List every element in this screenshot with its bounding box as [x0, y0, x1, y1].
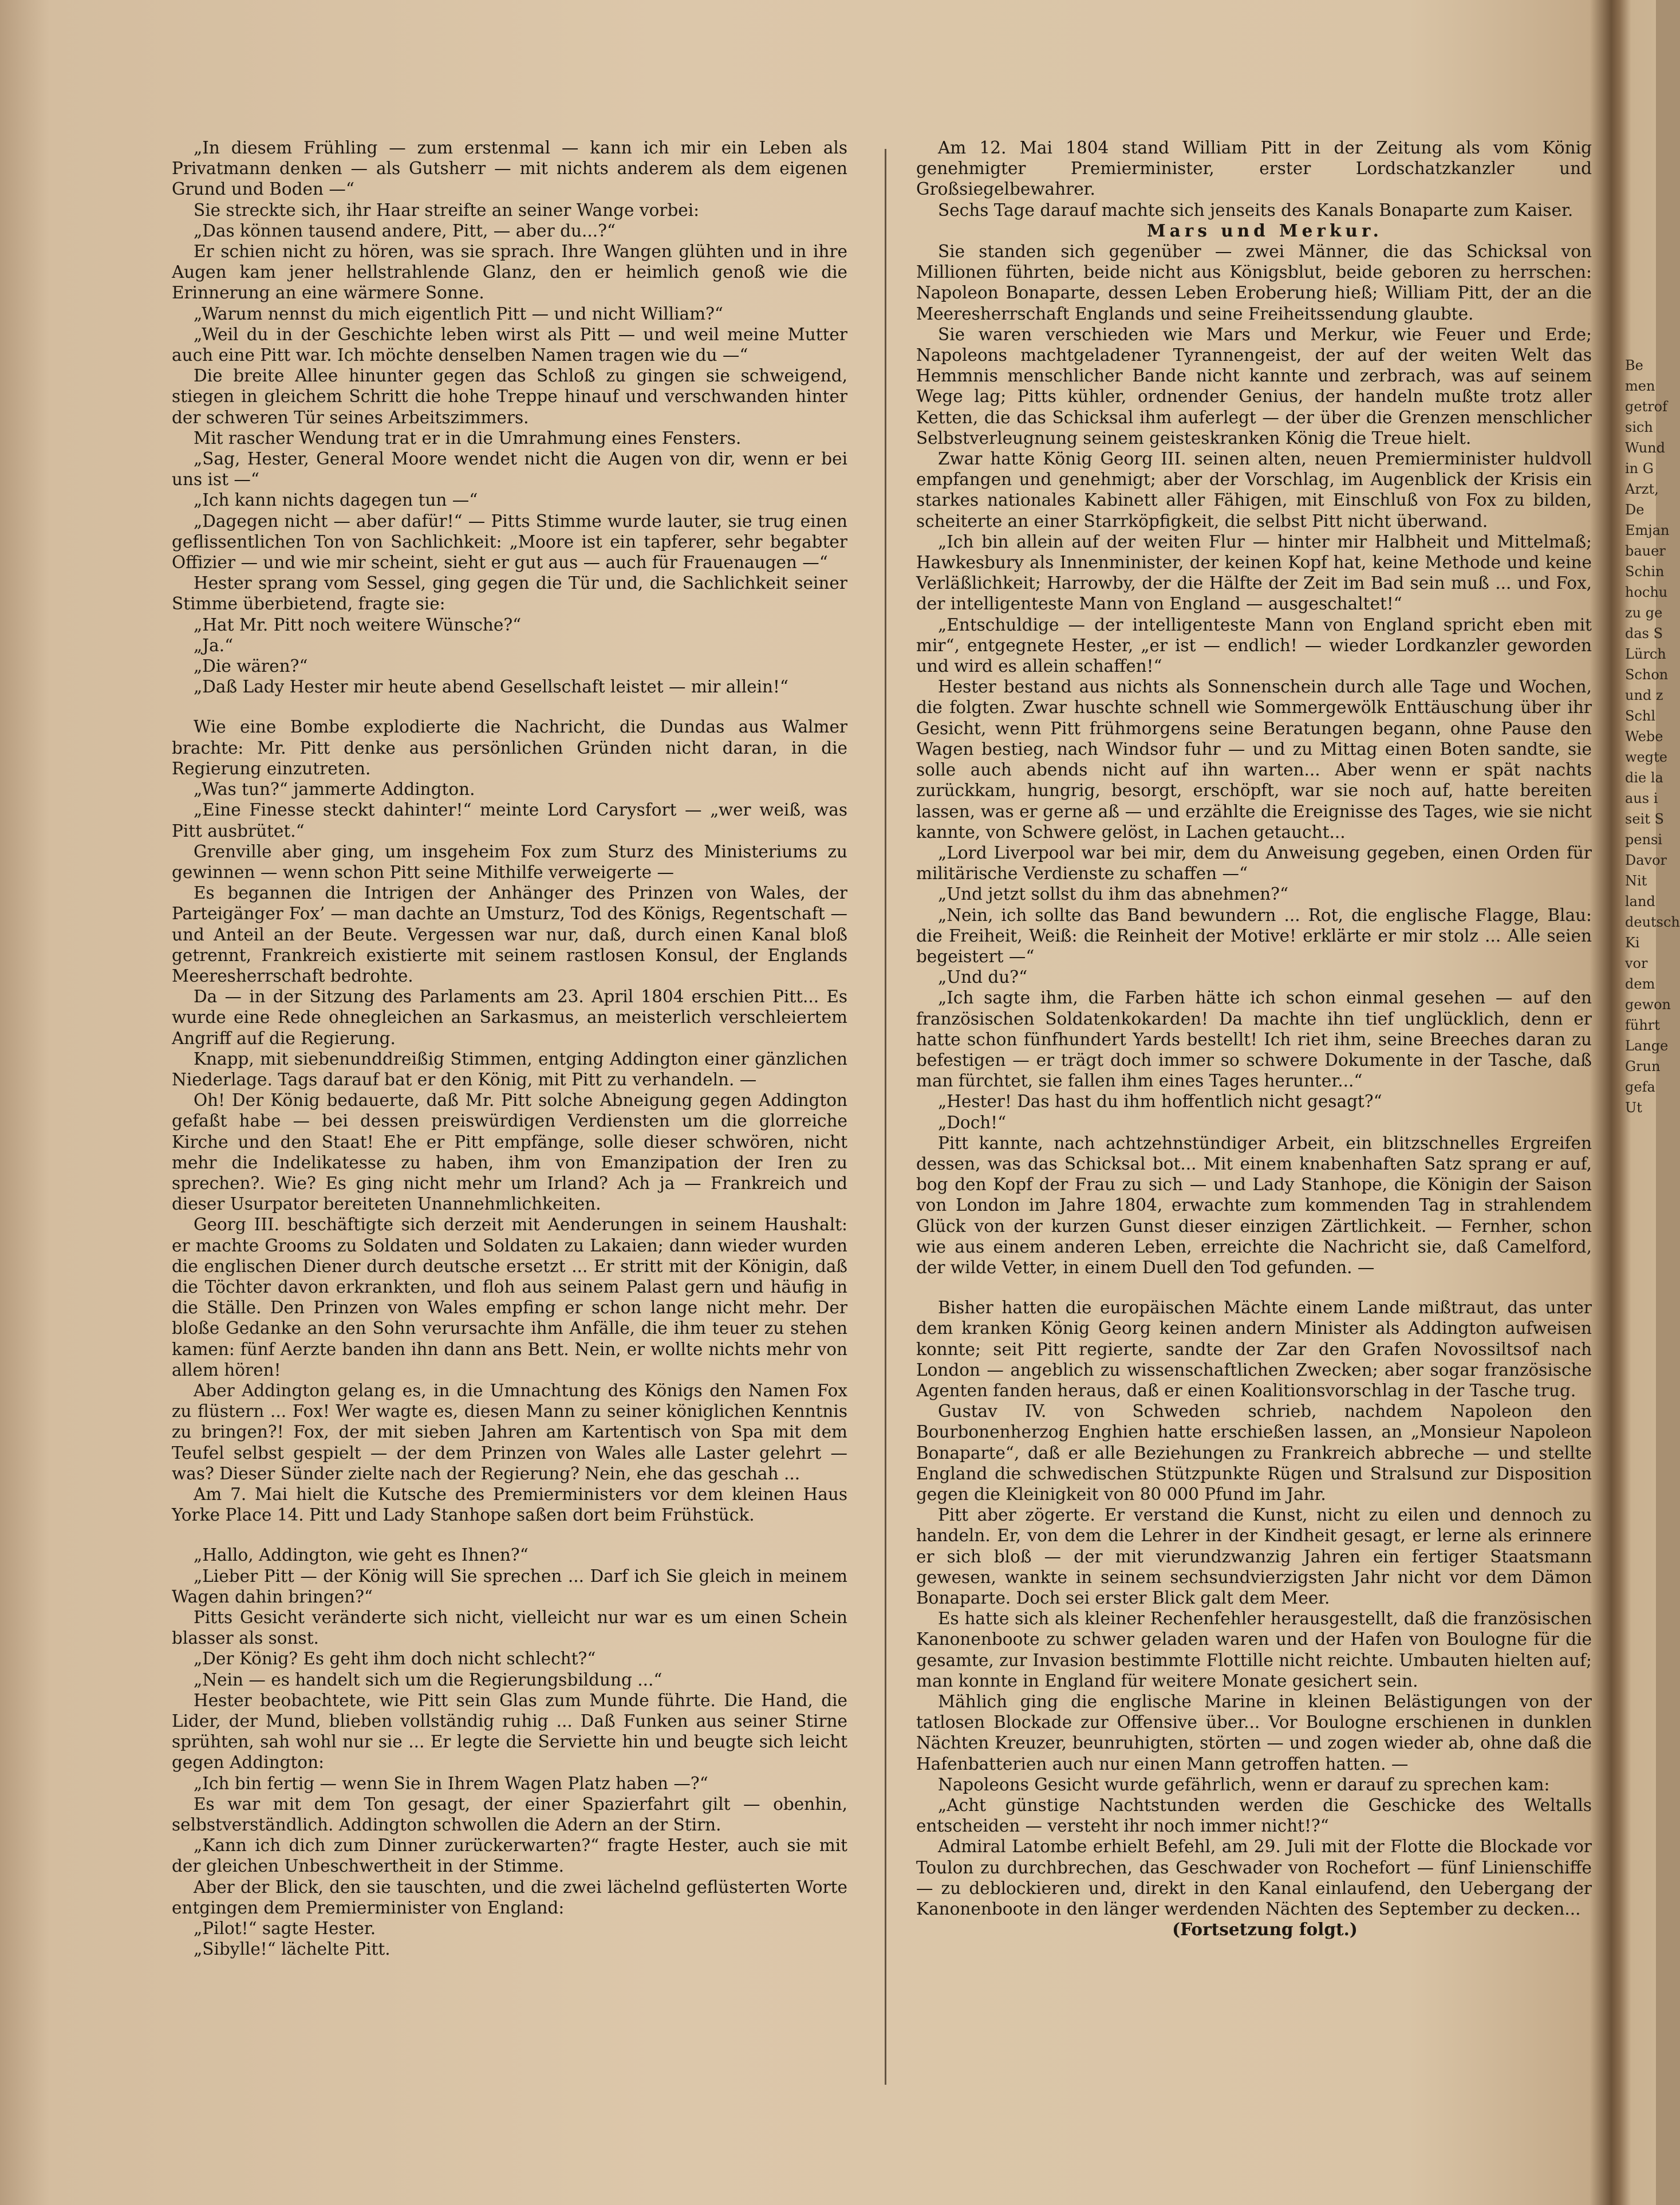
next-page-fragment: seit S: [1625, 811, 1664, 827]
paragraph: „Lieber Pitt — der König will Sie sprechen ... Darf ich Sie gleich in meinem Wagen dahin bringen?“: [172, 1566, 847, 1606]
column-divider: [885, 149, 886, 2085]
next-page-fragment: Wund: [1625, 440, 1665, 456]
paragraph: „Daß Lady Hester mir heute abend Gesellschaft leistet — mir allein!“: [194, 677, 788, 697]
paragraph: Mit rascher Wendung trat er in die Umrahmung eines Fensters.: [194, 428, 742, 448]
paragraph: „Entschuldige — der intelligenteste Mann von England spricht eben mit mir“, entgegnete Hester, „er ist — endlich! — wieder Lordkanzler geworden und wird es allein schaffen!“: [916, 615, 1592, 676]
next-page-fragment: De: [1625, 502, 1644, 518]
paragraph: Oh! Der König bedauerte, daß Mr. Pitt solche Abneigung gegen Addington gefaßt habe — bei dessen preiswürdigen Verdiensten um die glorreiche Kirche und den Staat! Ehe er Pitt empfänge, solle dieser schwören, nicht mehr die Indelikatesse zu haben, ihm von Emanzipation der Iren zu sprechen?. Wie? Es ging nicht mehr um Irland? Ach ja — Frankreich und dieser Usurpator bereiteten Unannehmlichkeiten.: [172, 1090, 847, 1214]
paragraph: „Und jetzt sollst du ihm das abnehmen?“: [938, 884, 1289, 904]
next-page-fragment: wegte: [1625, 749, 1667, 765]
to-be-continued: (Fortsetzung folgt.): [1172, 1919, 1358, 1940]
paragraph: Am 7. Mai hielt die Kutsche des Premierministers vor dem kleinen Haus Yorke Place 14. Pitt und Lady Stanhope saßen dort beim Frühstück.: [172, 1485, 847, 1525]
paragraph: Pitt kannte, nach achtzehnstündiger Arbeit, ein blitzschnelles Ergreifen dessen, was das Schicksal bot... Mit einem knabenhaften Satz sprang er auf, bog den Kopf der Frau zu sich — und Lady Stanhope, die Königin der Saison von London im Jahre 1804, erwachte zum kommenden Tag in strahlendem Glück von der kurzen Gunst dieser einzigen Zärtlichkeit. — Fernher, schon wie aus einem anderen Leben, erreichte die Nachricht sie, daß Camelford, der wilde Vetter, in einem Duell den Tod gefunden. —: [916, 1133, 1592, 1277]
paragraph: Mählich ging die englische Marine in kleinen Belästigungen von der tatlosen Blockade zur Offensive über... Vor Boulogne erschienen in dunklen Nächten Kreuzer, beunruhigten, störten — und zogen wieder ab, ohne daß die Hafenbatterien auch nur einen Mann getroffen hatten. —: [916, 1692, 1592, 1774]
right-column: [916, 137, 1592, 2113]
paragraph: „Sibylle!“ lächelte Pitt.: [194, 1939, 391, 1959]
next-page-fragment: men: [1625, 378, 1655, 394]
paragraph: „Hester! Das hast du ihm hoffentlich nicht gesagt?“: [938, 1092, 1382, 1112]
paragraph: Sechs Tage darauf machte sich jenseits des Kanals Bonaparte zum Kaiser.: [938, 200, 1573, 220]
paragraph: „Ich bin allein auf der weiten Flur — hinter mir Halbheit und Mittelmaß; Hawkesbury als Innenminister, der keinen Kopf hat, keine Methode und keine Verläßlichkeit; Harrowby, der die Hälfte der Zeit im Bad sein muß ... und Fox, der intelligenteste Mann von England — ausgeschaltet!“: [916, 531, 1592, 614]
next-page-edge: [1625, 355, 1680, 2073]
next-page-fragment: getrof: [1625, 399, 1668, 415]
paragraph: Hester beobachtete, wie Pitt sein Glas zum Munde führte. Die Hand, die Lider, der Mund, blieben vollständig ruhig ... Daß Funken aus seiner Stirne sprühten, sah wohl nur sie ... Er legte die Serviette hin und beugte sich leicht gegen Addington:: [172, 1690, 847, 1773]
next-page-fragment: führt: [1625, 1017, 1660, 1033]
paragraph: Er schien nicht zu hören, was sie sprach. Ihre Wangen glühten und in ihre Augen kam jener hellstrahlende Glanz, den er heimlich genoß wie die Erinnerung an eine wärmere Sonne.: [172, 242, 847, 303]
newspaper-page: [172, 137, 1592, 2113]
right-intro: [916, 137, 1592, 220]
next-page-fragment: Davor: [1625, 852, 1667, 868]
paragraph: Wie eine Bombe explodierte die Nachricht, die Dundas aus Walmer brachte: Mr. Pitt denke aus persönlichen Gründen nicht daran, in die Regierung einzutreten.: [172, 717, 847, 778]
paragraph: Sie streckte sich, ihr Haar streifte an seiner Wange vorbei:: [194, 200, 700, 220]
paragraph: Admiral Latombe erhielt Befehl, am 29. Juli mit der Flotte die Blockade vor Toulon zu durchbrechen, das Geschwader von Rochefort — fünf Linienschiffe — zu deblockieren und, direkt in den Kanal einlaufend, den Uebergang der Kanonenboote in den länger werdenden Nächten des September zu decken...: [916, 1837, 1592, 1919]
paragraph: Zwar hatte König Georg III. seinen alten, neuen Premierminister huldvoll empfangen und genehmigt; aber der Vorschlag, im Augenblick der Krisis ein starkes nationales Kabinett aller Fähigen, mit Einschluß von Fox zu bilden, scheiterte an einer Starrköpfigkeit, die selbst Pitt nicht überwand.: [916, 449, 1592, 531]
paragraph: „Ich kann nichts dagegen tun —“: [194, 490, 478, 510]
paragraph: Sie standen sich gegenüber — zwei Männer, die das Schicksal von Millionen führten, beide nicht aus Königsblut, beide geboren zu herrschen: Napoleon Bonaparte, dessen Leben Eroberung hieß; William Pitt, der an die Meeresherrschaft Englands und seine Freiheitssendung glaubte.: [916, 242, 1592, 324]
next-page-fragment: Grun: [1625, 1058, 1661, 1074]
paragraph: Es begannen die Intrigen der Anhänger des Prinzen von Wales, der Parteigänger Fox’ — man dachte an Umsturz, Tod des Königs, Regentschaft — und Anteil an der Beute. Vergessen war nur, daß, durch einen Kanal bloß getrennt, Frankreich existierte mit seinem rastlosen Konsul, der Englands Meeresherrschaft bedrohte.: [172, 883, 847, 986]
paragraph: „Hat Mr. Pitt noch weitere Wünsche?“: [194, 615, 522, 635]
next-page-fragment: Ki: [1625, 935, 1640, 951]
paragraph: „Lord Liverpool war bei mir, dem du Anweisung gegeben, einen Orden für militärische Verdienste zu schaffen —“: [916, 842, 1592, 884]
paragraph: Bisher hatten die europäischen Mächte einem Lande mißtraut, das unter dem kranken König Georg keinen andern Minister als Addington aufweisen konnte; seit Pitt regierte, sandte der Zar den Grafen Novossiltsof nach London — angeblich zu wissenschaftlichen Zwecken; aber sogar französische Agenten fanden heraus, daß er einen Koalitionsvorschlag in der Tasche trug.: [916, 1298, 1592, 1400]
next-page-fragment: Schin: [1625, 564, 1665, 580]
paragraph: Knapp, mit siebenunddreißig Stimmen, entging Addington einer gänzlichen Niederlage. Tags darauf bat er den König, mit Pitt zu verhandeln. —: [172, 1049, 847, 1089]
next-page-fragment: die la: [1625, 770, 1663, 786]
next-page-fragment: das S: [1625, 625, 1663, 641]
paragraph: „Und du?“: [938, 967, 1028, 987]
next-page-fragment: pensi: [1625, 832, 1663, 848]
paragraph: Pitt aber zögerte. Er verstand die Kunst, nicht zu eilen und dennoch zu handeln. Er, von dem die Lehrer in der Kindheit gesagt, er lerne als erinnere er sich bloß — der mit vierundzwanzig Jahren ein fertiger Staatsmann gewesen, wankte in seinem sechsundvierzigsten Jahr nicht vor dem Dämon Bonaparte. Doch sei erster Blick galt dem Meer.: [916, 1505, 1592, 1608]
paragraph: „Pilot!“ sagte Hester.: [194, 1919, 376, 1939]
next-page-fragment: land: [1625, 893, 1655, 909]
paragraph: Georg III. beschäftigte sich derzeit mit Aenderungen in seinem Haushalt: er machte Grooms zu Soldaten und Soldaten zu Lakaien; dann wieder wurden die englischen Diener durch deutsche ersetzt ... Er stritt mit der Königin, daß die Töchter davon erkrankten, und floh aus seinem Palast gern und häufig in die Ställe. Den Prinzen von Wales empfing er schon lange nicht mehr. Der bloße Gedanke an den Sohn verursachte ihm Anfälle, die ihm teuer zu stehen kamen: fünf Aerzte banden ihn dann ans Bett. Nein, er wollte nichts mehr von allem hören!: [172, 1215, 847, 1380]
next-page-fragment: Be: [1625, 357, 1643, 373]
paragraph: „Ja.“: [194, 635, 234, 655]
next-page-fragment: aus i: [1625, 790, 1658, 806]
paragraph: Da — in der Sitzung des Parlaments am 23. April 1804 erschien Pitt... Es wurde eine Rede ohnegleichen an Sarkasmus, an meisterlich verschleiertem Angriff auf die Regierung.: [172, 987, 847, 1048]
next-page-fragment: gefa: [1625, 1079, 1655, 1095]
paragraph: „Doch!“: [938, 1112, 1007, 1132]
paragraph: „Was tun?“ jammerte Addington.: [194, 779, 475, 800]
paragraph: Hester bestand aus nichts als Sonnenschein durch alle Tage und Wochen, die folgten. Zwar huschte schnell wie Sommergewölk Enttäuschung über ihr Gesicht, wenn Pitt frühmorgens seine Beratungen begann, ohne Pause den Wagen bestieg, nach Windsor fuhr — und zu Mittag einen Boten sandte, sie solle auch abends nicht auf ihn warten... Aber wenn er spät nachts zurückkam, hungrig, besorgt, erschöpft, war sie noch auf, hatte bereiten lassen, was er gerne aß — und erzählte die Ereignisse des Tages, wie sie nicht kannte, von Schwere gelöst, in Lachen getaucht...: [916, 677, 1592, 842]
paragraph: Am 12. Mai 1804 stand William Pitt in der Zeitung als vom König genehmigter Premierminister, erster Lordschatzkanzler und Großsiegelbewahrer.: [916, 138, 1592, 199]
paragraph: „Eine Finesse steckt dahinter!“ meinte Lord Carysfort — „wer weiß, was Pitt ausbrütet.“: [172, 800, 847, 841]
right-body: [916, 241, 1592, 1919]
section-heading: Mars und Merkur.: [1147, 220, 1383, 241]
next-page-fragment: sich: [1625, 419, 1653, 435]
paragraph: „Kann ich dich zum Dinner zurückerwarten?“ fragte Hester, auch sie mit der gleichen Unbeschwertheit in der Stimme.: [172, 1836, 847, 1876]
paragraph: Gustav IV. von Schweden schrieb, nachdem Napoleon den Bourbonenherzog Enghien hatte erschießen lassen, an „Monsieur Napoleon Bonaparte“, daß er alle Beziehungen zu Frankreich abbreche — und stellte England die schwedischen Stützpunkte Rügen und Stralsund zur Disposition gegen die Kleinigkeit von 80 000 Pfund im Jahr.: [916, 1401, 1592, 1504]
paragraph: „Weil du in der Geschichte leben wirst als Pitt — und weil meine Mutter auch eine Pitt war. Ich möchte denselben Namen tragen wie du —“: [172, 324, 847, 365]
paragraph: „Sag, Hester, General Moore wendet nicht die Augen von dir, wenn er bei uns ist —“: [172, 449, 847, 490]
next-page-fragment: vor: [1625, 955, 1648, 971]
paragraph: Hester sprang vom Sessel, ging gegen die Tür und, die Sachlichkeit seiner Stimme überbietend, fragte sie:: [172, 573, 847, 614]
next-page-fragment: Schon: [1625, 667, 1669, 683]
paragraph: Sie waren verschieden wie Mars und Merkur, wie Feuer und Erde; Napoleons machtgeladener Tyrannengeist, der auf der weiten Welt das Hemmnis menschlicher Bande nicht kannte und zerbrach, was auf seinem Wege lag; Pitts kühler, ordnender Genius, der handeln mußte trotz aller Ketten, die das Schicksal ihm auferlegt — der über die Grenzen menschlicher Selbstverleugnung seinem geisteskranken König die Treue hielt.: [916, 324, 1592, 448]
next-page-fragment: Nit: [1625, 873, 1647, 889]
paragraph: „In diesem Frühling — zum erstenmal — kann ich mir ein Leben als Privatmann denken — als Gutsherr — mit nichts anderem als dem eigenen Grund und Boden —“: [172, 138, 847, 199]
next-page-fragment: Schl: [1625, 708, 1656, 724]
next-page-fragment: gewon: [1625, 997, 1671, 1013]
paragraph: „Nein — es handelt sich um die Regierungsbildung ...“: [194, 1670, 662, 1690]
next-page-fragment: Emjan: [1625, 522, 1670, 538]
next-page-fragment: hochu: [1625, 584, 1668, 600]
paragraph: Die breite Allee hinunter gegen das Schloß zu gingen sie schweigend, stiegen in gleichem Schritt die hohe Treppe hinauf und verschwanden hinter der schweren Tür seines Arbeitszimmers.: [172, 366, 847, 427]
paragraph: „Der König? Es geht ihm doch nicht schlecht?“: [194, 1649, 596, 1669]
next-page-fragment: Webe: [1625, 729, 1663, 745]
next-page-fragment: dem: [1625, 976, 1655, 992]
paragraph: Aber Addington gelang es, in die Umnachtung des Königs den Namen Fox zu flüstern ... Fox! Wer wagte es, diesen Mann zu seiner königlichen Kenntnis zu bringen?! Fox, der mit sieben Jahren am Kartentisch von Spa mit dem Teufel selbst gespielt — der dem Prinzen von Wales alle Laster gelehrt — was? Dieser Sünder zielte nach der Regierung? Nein, ehe das geschah ...: [172, 1380, 847, 1483]
next-page-fragment: bauer: [1625, 543, 1666, 559]
paragraph: „Nein, ich sollte das Band bewundern ... Rot, die englische Flagge, Blau: die Freiheit, Weiß: die Reinheit der Motive! erklärte er mir stolz ... Alle seien begeistert —“: [916, 905, 1592, 966]
next-page-fragment: Lürch: [1625, 646, 1666, 662]
next-page-fragment: in G: [1625, 460, 1654, 477]
paragraph: „Die wären?“: [194, 656, 308, 676]
paragraph: Es hatte sich als kleiner Rechenfehler herausgestellt, daß die französischen Kanonenboote zu schwer geladen waren und der Hafen von Boulogne für die gesamte, zur Invasion bestimmte Flottille nicht reichte. Umbauten hielten auf; man konnte in England für weitere Monate gesichert sein.: [916, 1609, 1592, 1691]
paragraph: „Das können tausend andere, Pitt, — aber du...?“: [194, 220, 616, 241]
next-page-fragment: Arzt,: [1625, 481, 1659, 497]
paragraph: Grenville aber ging, um insgeheim Fox zum Sturz des Ministeriums zu gewinnen — wenn schon Pitt seine Mithilfe verweigerte —: [172, 841, 847, 882]
next-page-fragment: zu ge: [1625, 605, 1663, 621]
next-page-fragment: Lange: [1625, 1038, 1669, 1054]
paragraph: Pitts Gesicht veränderte sich nicht, vielleicht nur war es um einen Schein blasser als sonst.: [172, 1608, 847, 1648]
next-page-fragment: und z: [1625, 687, 1663, 703]
paragraph: „Dagegen nicht — aber dafür!“ — Pitts Stimme wurde lauter, sie trug einen geflissentlichen Ton von Sachlichkeit: „Moore ist ein tapferer, sehr begabter Offizier — und wie mir scheint, sieht er gut aus — auch für Frauenaugen —“: [172, 511, 847, 573]
paragraph: „Ich bin fertig — wenn Sie in Ihrem Wagen Platz haben —?“: [194, 1773, 708, 1793]
paragraph: „Ich sagte ihm, die Farben hätte ich schon einmal gesehen — auf den französischen Soldatenkokarden! Da machte ihn tief unglücklich, denn er hatte schon fünfhundert Yards bestellt! Ich riet ihm, seine Breeches daran zu befestigen — er trägt doch immer so schwere Dokumente in der Tasche, daß man fürchtet, sie fallen ihm eines Tages herunter...“: [916, 988, 1592, 1091]
next-page-fragment: Ut: [1625, 1100, 1642, 1116]
paragraph: Aber der Blick, den sie tauschten, und die zwei lächelnd geflüsterten Worte entgingen dem Premierminister von England:: [172, 1877, 847, 1917]
paragraph: „Acht günstige Nachtstunden werden die Geschicke des Weltalls entscheiden — versteht ihr noch immer nicht!?“: [916, 1796, 1592, 1836]
next-page-fragment: deutsch: [1625, 914, 1680, 930]
left-column: [172, 137, 847, 2113]
paragraph: Es war mit dem Ton gesagt, der einer Spazierfahrt gilt — obenhin, selbstverständlich. Addington schwollen die Adern an der Stirn.: [172, 1794, 847, 1835]
paragraph: Napoleons Gesicht wurde gefährlich, wenn er darauf zu sprechen kam:: [938, 1774, 1550, 1794]
paragraph: „Warum nennst du mich eigentlich Pitt — und nicht William?“: [194, 304, 723, 324]
paragraph: „Hallo, Addington, wie geht es Ihnen?“: [194, 1545, 529, 1565]
